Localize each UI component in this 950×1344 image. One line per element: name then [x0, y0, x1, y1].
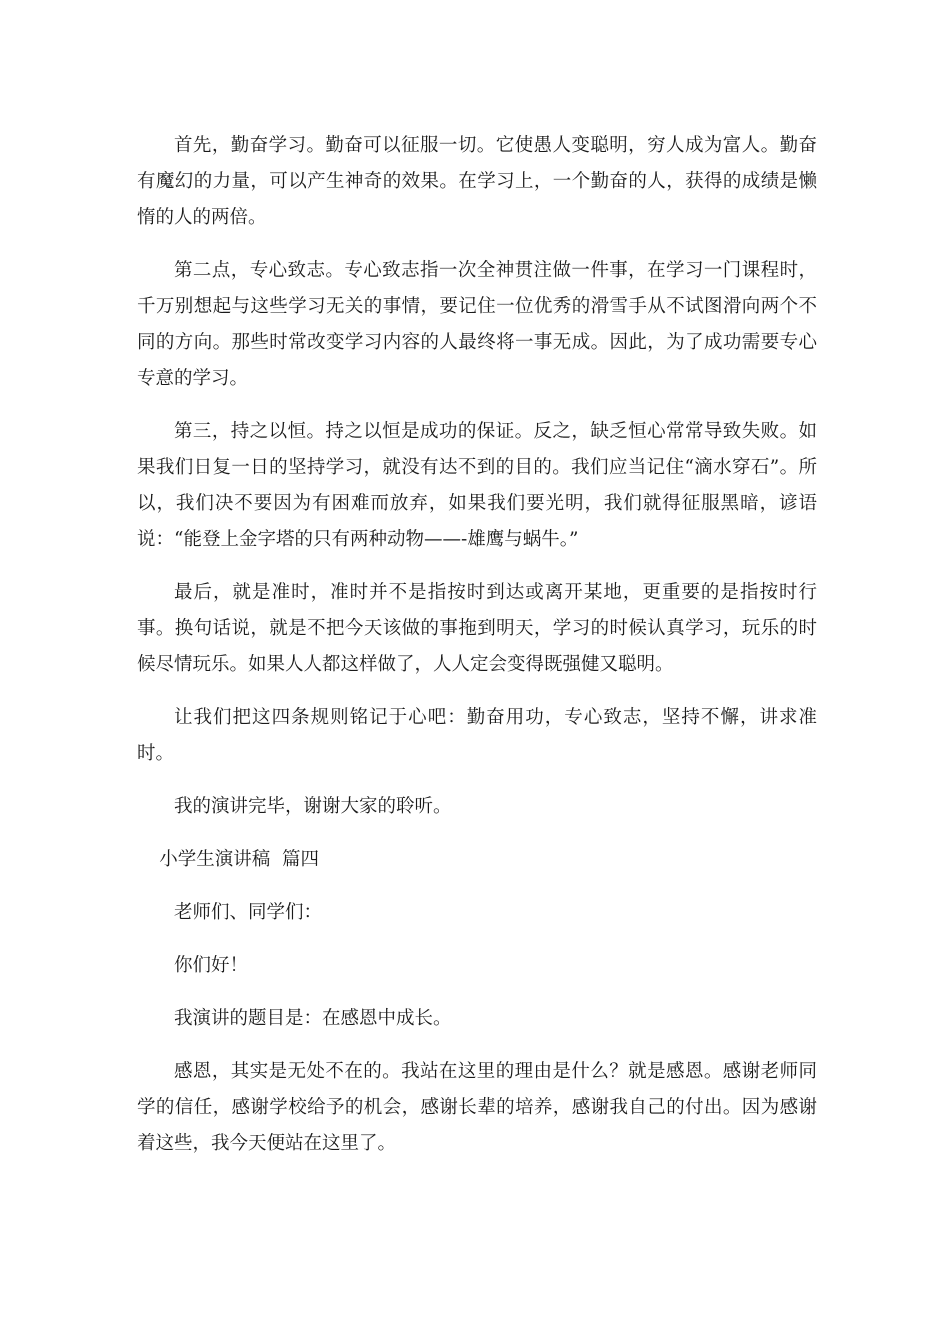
paragraph-summary: 让我们把这四条规则铭记于心吧：勤奋用功，专心致志，坚持不懈，讲求准时。	[137, 707, 817, 764]
paragraph-perseverance: 第三，持之以恒。持之以恒是成功的保证。反之，缺乏恒心常常导致失败。如果我们日复一日的坚持学习，就没有达不到的目的。我们应当记住“滴水穿石”。所以，我们决不要因为有困难而放弃，如果我们要光明，我们就得征服黑暗，谚语说：“能登上金字塔的只有两种动物——-雄鹰与蜗牛。”	[137, 421, 817, 550]
section-heading: 小学生演讲稿 篇四	[159, 849, 319, 870]
paragraph-diligence: 首先，勤奋学习。勤奋可以征服一切。它使愚人变聪明，穷人成为富人。勤奋有魔幻的力量，可以产生神奇的效果。在学习上，一个勤奋的人，获得的成绩是懒惰的人的两倍。	[137, 135, 817, 228]
paragraph-punctuality: 最后，就是准时，准时并不是指按时到达或离开某地，更重要的是指按时行事。换句话说，就是不把今天该做的事拖到明天，学习的时候认真学习，玩乐的时候尽情玩乐。如果人人都这样做了，人人定会变得既强健又聪明。	[137, 582, 817, 675]
paragraph-closing: 我的演讲完毕，谢谢大家的聆听。	[174, 796, 452, 817]
paragraph-salutation: 老师们、同学们：	[174, 902, 323, 923]
paragraph-gratitude: 感恩，其实是无处不在的。我站在这里的理由是什么？就是感恩。感谢老师同学的信任，感谢学校给予的机会，感谢长辈的培养，感谢我自己的付出。因为感谢着这些，我今天便站在这里了。	[137, 1061, 817, 1154]
paragraph-topic: 我演讲的题目是：在感恩中成长。	[174, 1008, 452, 1029]
paragraph-greeting: 你们好！	[174, 955, 249, 976]
document-body	[137, 128, 817, 1179]
paragraph-concentration: 第二点，专心致志。专心致志指一次全神贯注做一件事，在学习一门课程时，千万别想起与这些学习无关的事情，要记住一位优秀的滑雪手从不试图滑向两个不同的方向。那些时常改变学习内容的人最终将一事无成。因此，为了成功需要专心专意的学习。	[137, 260, 817, 389]
